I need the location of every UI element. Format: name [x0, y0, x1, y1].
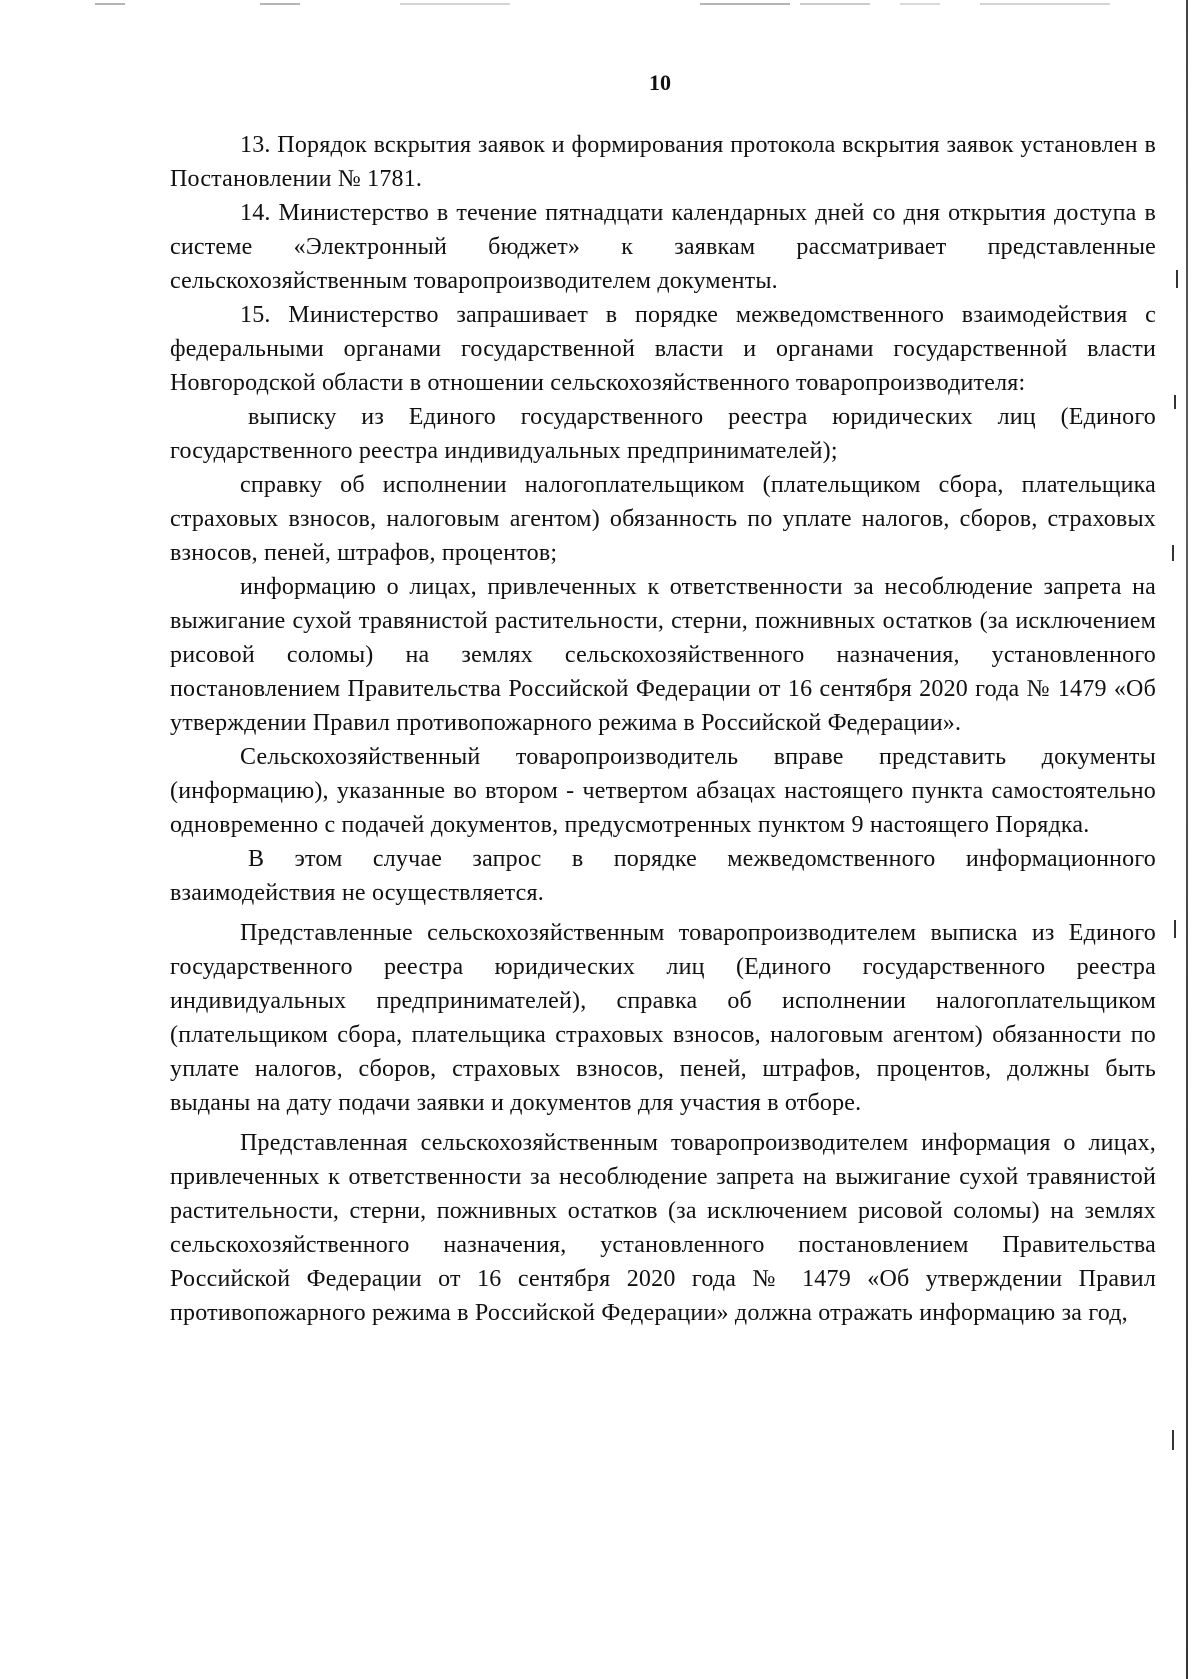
paragraph-15: 15. Министерство запрашивает в порядке межведомственного взаимодействия с федеральными органами государственной власти и органами государственной власти Новгородской области в отношении сельскохозяйственного товаропроизводителя:: [170, 302, 1156, 396]
scan-artifact-top: [0, 0, 1200, 14]
paragraph-producer-right: Сельскохозяйственный товаропроизводитель вправе представить документы (информацию), указанные во втором - четвертом абзацах настоящего пункта самостоятельно одновременно с подачей документов, предусмотренных пунктом 9 настоящего Порядка.: [170, 744, 1156, 838]
paragraph-tax-certificate: справку об исполнении налогоплательщиком (плательщиком сбора, плательщика страховых взносов, налоговым агентом) обязанность по уплате налогов, сборов, страховых взносов, пеней, штрафов, процентов;: [170, 472, 1156, 566]
paragraph-fire-info-period: Представленная сельскохозяйственным товаропроизводителем информация о лицах, привлеченных к ответственности за несоблюдение запрета на выжигание сухой травянистой растительности, стерни, пожнивных остатков (за исключением рисовой соломы) на землях сельскохозяйственного назначения, установленного постановлением Правительства Российской Федерации от 16 сентября 2020 года № 1479 «Об утверждении Правил противопожарного режима в Российской Федерации» должна отражать информацию за год,: [170, 1130, 1156, 1326]
paragraph-14: 14. Министерство в течение пятнадцати календарных дней со дня открытия доступа в системе «Электронный бюджет» к заявкам рассматривает представленные сельскохозяйственным товаропроизводителем документы.: [170, 200, 1156, 294]
scan-artifact-right-edge: [1170, 0, 1200, 1679]
paragraph-registry-extract: выписку из Единого государственного реестра юридических лиц (Единого государственного реестра индивидуальных предпринимателей);: [170, 404, 1156, 464]
page-number: 10: [649, 70, 671, 95]
paragraph-13: 13. Порядок вскрытия заявок и формирования протокола вскрытия заявок установлен в Постановлении № 1781.: [170, 132, 1156, 192]
paragraph-no-request: В этом случае запрос в порядке межведомственного информационного взаимодействия не осуществляется.: [170, 846, 1156, 906]
paragraph-documents-date: Представленные сельскохозяйственным товаропроизводителем выписка из Единого государственного реестра юридических лиц (Единого государственного реестра индивидуальных предпринимателей), справка об исполнении налогоплательщиком (плательщиком сбора, плательщика страховых взносов, налоговым агентом) обязанности по уплате налогов, сборов, страховых взносов, пеней, штрафов, процентов, должны быть выданы на дату подачи заявки и документов для участия в отборе.: [170, 920, 1156, 1116]
paragraph-fire-regulation-info: информацию о лицах, привлеченных к ответственности за несоблюдение запрета на выжигание сухой травянистой растительности, стерни, пожнивных остатков (за исключением рисовой соломы) на землях сельскохозяйственного назначения, установленного постановлением Правительства Российской Федерации от 16 сентября 2020 года № 1479 «Об утверждении Правил противопожарного режима в Российской Федерации».: [170, 574, 1156, 736]
document-body: [170, 128, 1156, 1330]
